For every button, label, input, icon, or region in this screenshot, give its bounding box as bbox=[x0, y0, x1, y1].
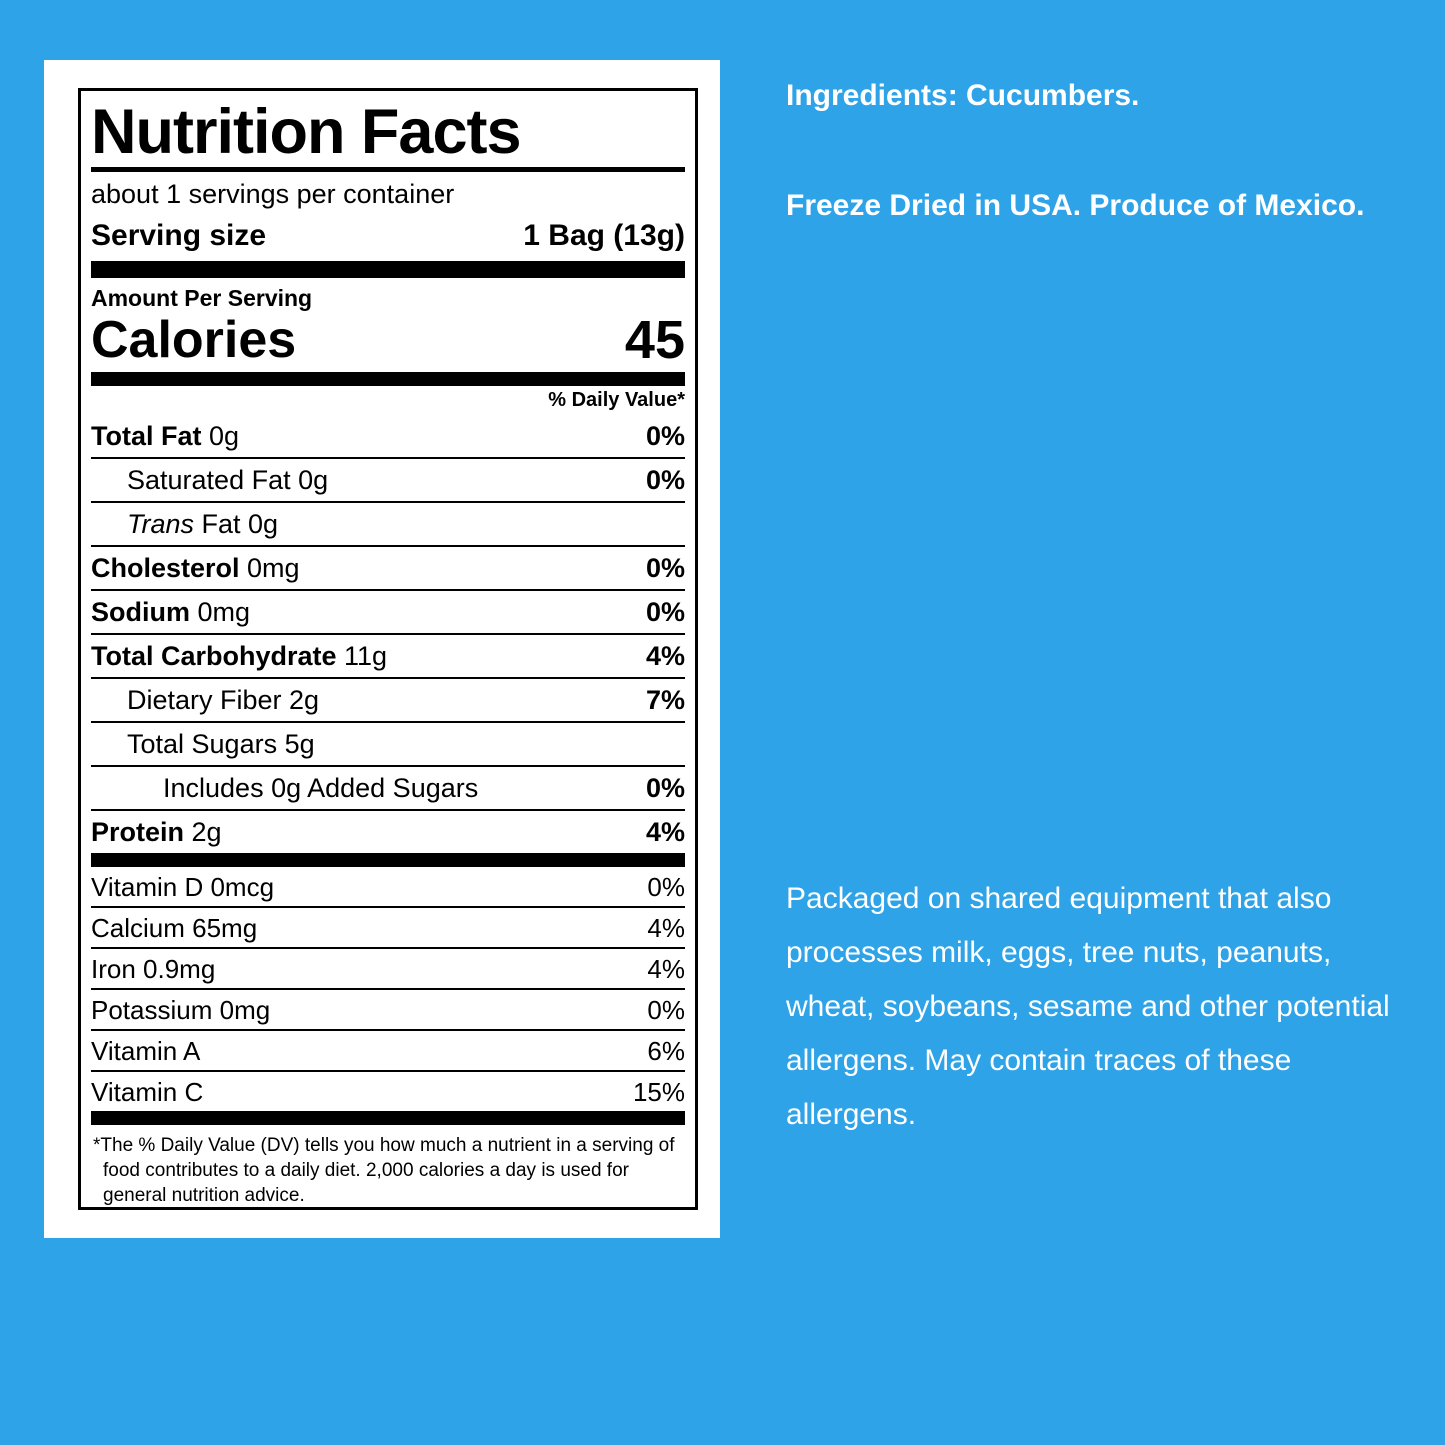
nutrient-name: Cholesterol bbox=[91, 553, 240, 583]
allergen-statement: Packaged on shared equipment that also processes milk, eggs, tree nuts, peanuts, wheat, soybeans, sesame and other potential allergens. May contain traces of these allergens. bbox=[786, 882, 1390, 1131]
nutrient-label: Includes 0g Added Sugars bbox=[163, 773, 479, 803]
vitamin-dv: 4% bbox=[647, 954, 685, 984]
nutrient-amount: 0g bbox=[201, 421, 240, 451]
trans-rest: Fat 0g bbox=[194, 509, 279, 539]
nutrient-label bbox=[91, 596, 250, 629]
nutrient-row-total-sugars bbox=[91, 723, 685, 767]
vitamin-label: Vitamin C bbox=[91, 1077, 204, 1107]
nutrient-row-added-sugars bbox=[91, 767, 685, 811]
nutrient-row-total-fat bbox=[91, 415, 685, 459]
nutrient-dv: 0% bbox=[645, 553, 685, 583]
vitamin-dv: 6% bbox=[647, 1036, 685, 1066]
vitamin-label: Vitamin A bbox=[91, 1036, 201, 1066]
vitamin-row-potassium bbox=[91, 990, 685, 1031]
nutrition-facts-panel bbox=[78, 88, 698, 1210]
nutrient-dv: 0% bbox=[645, 597, 685, 627]
daily-value-header: % Daily Value* bbox=[548, 389, 685, 411]
nutrition-facts-title: Nutrition Facts bbox=[91, 97, 521, 167]
serving-size-label: Serving size bbox=[91, 219, 267, 252]
nutrient-row-trans-fat bbox=[91, 503, 685, 547]
divider-thick bbox=[91, 261, 685, 278]
vitamin-row-iron bbox=[91, 949, 685, 990]
nutrient-row-sodium bbox=[91, 591, 685, 635]
nutrient-label bbox=[91, 640, 387, 673]
nutrient-label bbox=[91, 508, 278, 541]
nutrient-name: Sodium bbox=[91, 597, 190, 627]
nutrient-label bbox=[91, 816, 222, 849]
divider-thick bbox=[91, 853, 685, 867]
calories-value: 45 bbox=[624, 310, 685, 370]
vitamin-dv: 15% bbox=[632, 1077, 685, 1107]
nutrient-row-cholesterol bbox=[91, 547, 685, 591]
serving-size-value: 1 Bag (13g) bbox=[523, 219, 685, 252]
nutrient-dv: 4% bbox=[645, 817, 685, 847]
vitamin-row-vitamin-c bbox=[91, 1072, 685, 1111]
vitamin-dv: 0% bbox=[647, 995, 685, 1025]
nutrient-row-total-carbohydrate bbox=[91, 635, 685, 679]
origin-text: Freeze Dried in USA. Produce of Mexico. bbox=[786, 189, 1365, 222]
nutrient-dv: 0% bbox=[645, 465, 685, 495]
nutrient-dv: 0% bbox=[645, 421, 685, 451]
vitamin-label: Iron 0.9mg bbox=[91, 954, 216, 984]
daily-value-footnote: *The % Daily Value (DV) tells you how much a nutrient in a serving of food contributes to a daily diet. 2,000 calories a day is used for general nutrition advice. bbox=[93, 1135, 675, 1206]
nutrient-row-protein bbox=[91, 811, 685, 853]
nutrient-name: Total Carbohydrate bbox=[91, 641, 337, 671]
nutrient-dv: 4% bbox=[645, 641, 685, 671]
nutrient-amount: 0mg bbox=[190, 597, 251, 627]
ingredients-text: Ingredients: Cucumbers. bbox=[786, 79, 1140, 112]
nutrient-dv: 7% bbox=[645, 685, 685, 715]
nutrition-facts-card bbox=[44, 60, 720, 1238]
nutrient-label bbox=[91, 552, 300, 585]
nutrient-label: Dietary Fiber 2g bbox=[127, 685, 320, 715]
amount-per-serving-label: Amount Per Serving bbox=[91, 285, 313, 311]
nutrient-label: Saturated Fat 0g bbox=[127, 465, 329, 495]
divider-thick bbox=[91, 372, 685, 386]
nutrient-amount: 0mg bbox=[239, 553, 300, 583]
nutrient-amount: 11g bbox=[336, 641, 388, 671]
vitamin-label: Vitamin D 0mcg bbox=[91, 872, 275, 902]
vitamin-row-vitamin-d bbox=[91, 867, 685, 908]
vitamin-row-vitamin-a bbox=[91, 1031, 685, 1072]
vitamin-label: Potassium 0mg bbox=[91, 995, 271, 1025]
nutrient-amount: 2g bbox=[184, 817, 222, 847]
serving-size-row bbox=[91, 215, 685, 261]
nutrient-dv: 0% bbox=[645, 773, 685, 803]
calories-row bbox=[91, 312, 685, 372]
servings-per-container: about 1 servings per container bbox=[91, 179, 455, 209]
vitamin-dv: 4% bbox=[647, 913, 685, 943]
product-info-column bbox=[786, 0, 1390, 1445]
vitamin-dv: 0% bbox=[647, 872, 685, 902]
vitamin-row-calcium bbox=[91, 908, 685, 949]
nutrient-label: Total Sugars 5g bbox=[127, 729, 315, 759]
calories-label: Calories bbox=[91, 311, 297, 369]
vitamin-label: Calcium 65mg bbox=[91, 913, 258, 943]
nutrient-name: Protein bbox=[91, 817, 185, 847]
divider-thick bbox=[91, 1111, 685, 1125]
nutrient-label bbox=[91, 420, 239, 453]
nutrient-row-saturated-fat bbox=[91, 459, 685, 503]
nutrient-row-dietary-fiber bbox=[91, 679, 685, 723]
trans-italic: Trans bbox=[127, 509, 195, 539]
nutrient-name: Total Fat bbox=[91, 421, 202, 451]
